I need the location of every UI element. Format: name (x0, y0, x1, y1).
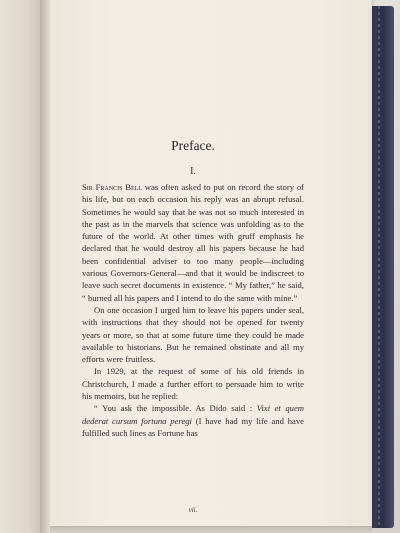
section-number: I. (190, 166, 196, 177)
paragraph-4 (82, 402, 304, 439)
paragraph-3: In 1929, at the request of some of his old friends in Christchurch, I made a further effort to persuade him to write his memoirs, but he replied: (82, 366, 304, 402)
paragraph-1-text: was often asked to put on record the story of his life, but on each occasion his reply was an abrupt refusal. Sometimes he would say that he was not so much interested in the past as in the marvels that science was unfolding as to the future of the world. At other times with gruff emphasis he declared that he would destroy all his papers because he had been confidential adviser to too many people—including various Governors-General—and that it would be indiscreet to leave such secret documents in existence. “ My father,” he said, “ burned all his papers and I intend to do the same with mine.” (82, 182, 304, 303)
paragraph-1 (82, 181, 304, 304)
author-name-smallcaps: Sir Francis Bell (82, 182, 142, 192)
preface-body (82, 181, 304, 439)
page-bottom-shadow (50, 526, 372, 533)
paragraph-2: On one occasion I urged him to leave his papers under seal, with instructions that they should not be opened for twenty years or more, so that at some future time they could be made available to historians. But he remained obstinate and all my efforts were fruitless. (82, 304, 304, 365)
paragraph-4-start: “ You ask the impossible. As Dido said : (94, 403, 257, 414)
left-page-edge (0, 0, 40, 533)
latin-quote: Vixi et quem dederat cursum fortuna peregi (82, 403, 304, 426)
page-number: vii. (188, 506, 198, 514)
page-title: Preface. (171, 138, 215, 153)
paragraph-4-end: (I have had my life and have fulfilled such lines as Fortune has (82, 415, 304, 438)
